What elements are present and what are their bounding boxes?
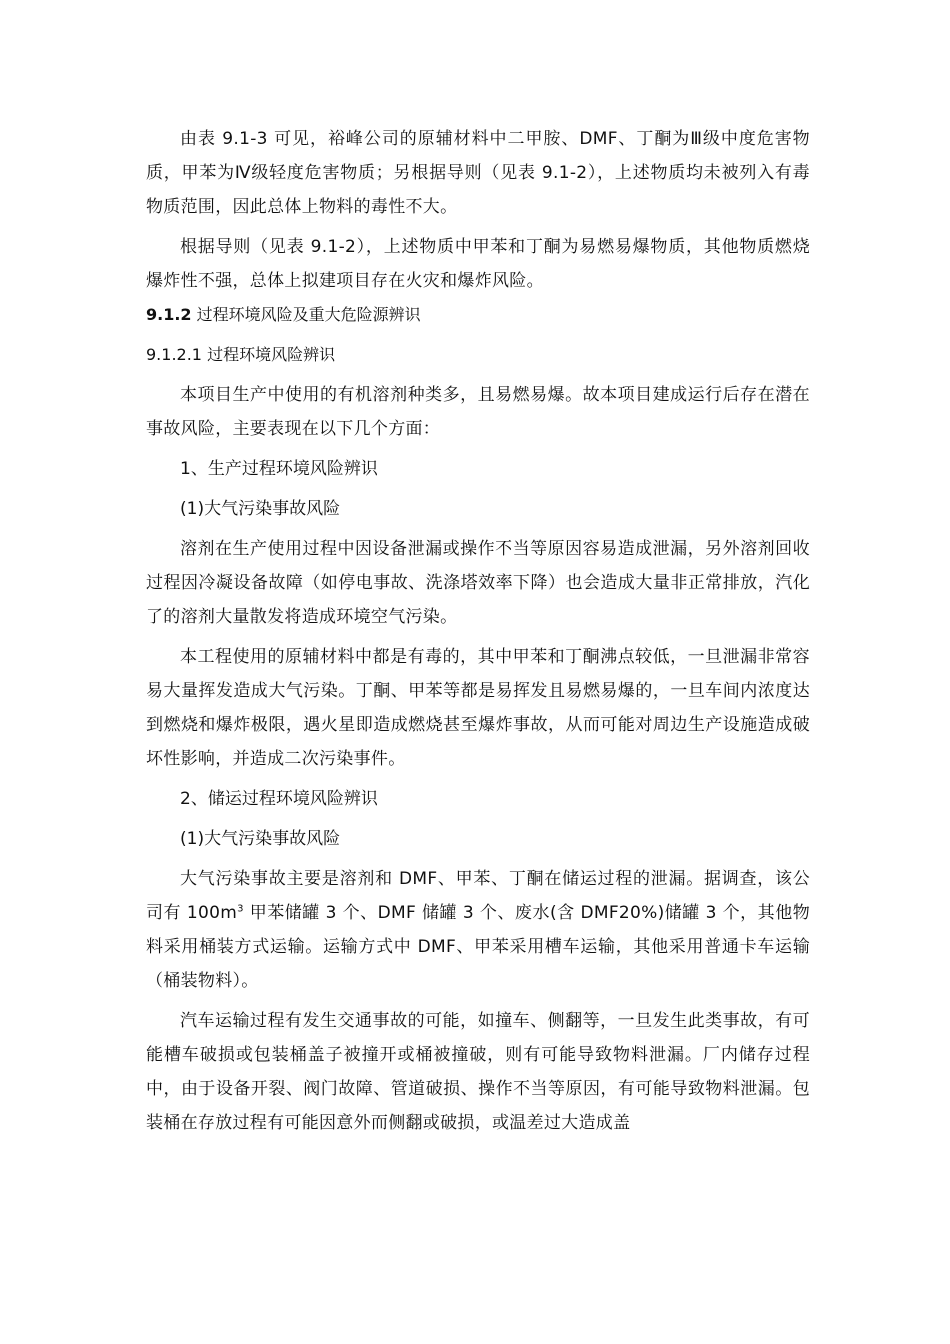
list-item-air-pollution-2: (1)大气污染事故风险 <box>180 829 341 849</box>
paragraph-risk-intro: 本项目生产中使用的有机溶剂种类多，且易燃易爆。故本项目建成运行后存在潜在事故风险，主要表现在以下几个方面： <box>146 385 810 439</box>
superscript-cubic: 3 <box>237 903 244 915</box>
paragraph-toxic-materials: 本工程使用的原辅材料中都是有毒的，其中甲苯和丁酮沸点较低，一旦泄漏非常容易大量挥发造成大气污染。丁酮、甲苯等都是易挥发且易燃易爆的，一旦车间内浓度达到燃烧和爆炸极限，遇火星即造成燃烧甚至爆炸事故，从而可能对周边生产设施造成破坏性影响，并造成二次污染事件。 <box>146 647 810 769</box>
section-title: 过程环境风险及重大危险源辨识 <box>196 305 421 324</box>
paragraph-transport-accident: 汽车运输过程有发生交通事故的可能，如撞车、侧翻等，一旦发生此类事故，有可能槽车破损或包装桶盖子被撞开或桶被撞破，则有可能导致物料泄漏。厂内储存过程中，由于设备开裂、阀门故障、管道破损、操作不当等原因，有可能导致物料泄漏。包装桶在存放过程有可能因意外而侧翻或破损，或温差过大造成盖 <box>146 1011 810 1133</box>
section-heading-9-1-2-1 <box>146 338 810 372</box>
paragraph-storage-tanks <box>146 862 810 998</box>
paragraph-solvent-leak: 溶剂在生产使用过程中因设备泄漏或操作不当等原因容易造成泄漏，另外溶剂回收过程因冷凝设备故障（如停电事故、洗涤塔效率下降）也会造成大量非正常排放，汽化了的溶剂大量散发将造成环境空气污染。 <box>146 539 810 627</box>
subsection-number: 9.1.2.1 <box>146 345 202 364</box>
list-item-production-risk: 1、生产过程环境风险辨识 <box>180 459 378 479</box>
storage-text-start: 大气污染事故主要是溶剂和 DMF、甲苯、丁酮在储运过程的泄漏。据调查，该公司有 100m <box>146 869 810 923</box>
paragraph-toxicity: 由表 9.1-3 可见，裕峰公司的原辅材料中二甲胺、DMF、丁酮为Ⅲ级中度危害物质，甲苯为Ⅳ级轻度危害物质；另根据导则（见表 9.1-2），上述物质均未被列入有毒物质范围，因此总体上物料的毒性不大。 <box>146 129 810 217</box>
list-item-air-pollution-1: (1)大气污染事故风险 <box>180 499 341 519</box>
section-heading-9-1-2 <box>146 298 810 332</box>
paragraph-flammability: 根据导则（见表 9.1-2），上述物质中甲苯和丁酮为易燃易爆物质，其他物质燃烧爆炸性不强，总体上拟建项目存在火灾和爆炸风险。 <box>146 237 810 291</box>
document-page <box>146 122 810 1140</box>
list-item-storage-risk: 2、储运过程环境风险辨识 <box>180 789 378 809</box>
section-number: 9.1.2 <box>146 305 192 324</box>
storage-text-end: 甲苯储罐 3 个、DMF 储罐 3 个、废水(含 DMF20%)储罐 3 个，其他物料采用桶装方式运输。运输方式中 DMF、甲苯采用槽车运输，其他采用普通卡车运输（桶装物料）。 <box>146 903 810 991</box>
subsection-title: 过程环境风险辨识 <box>207 345 336 364</box>
